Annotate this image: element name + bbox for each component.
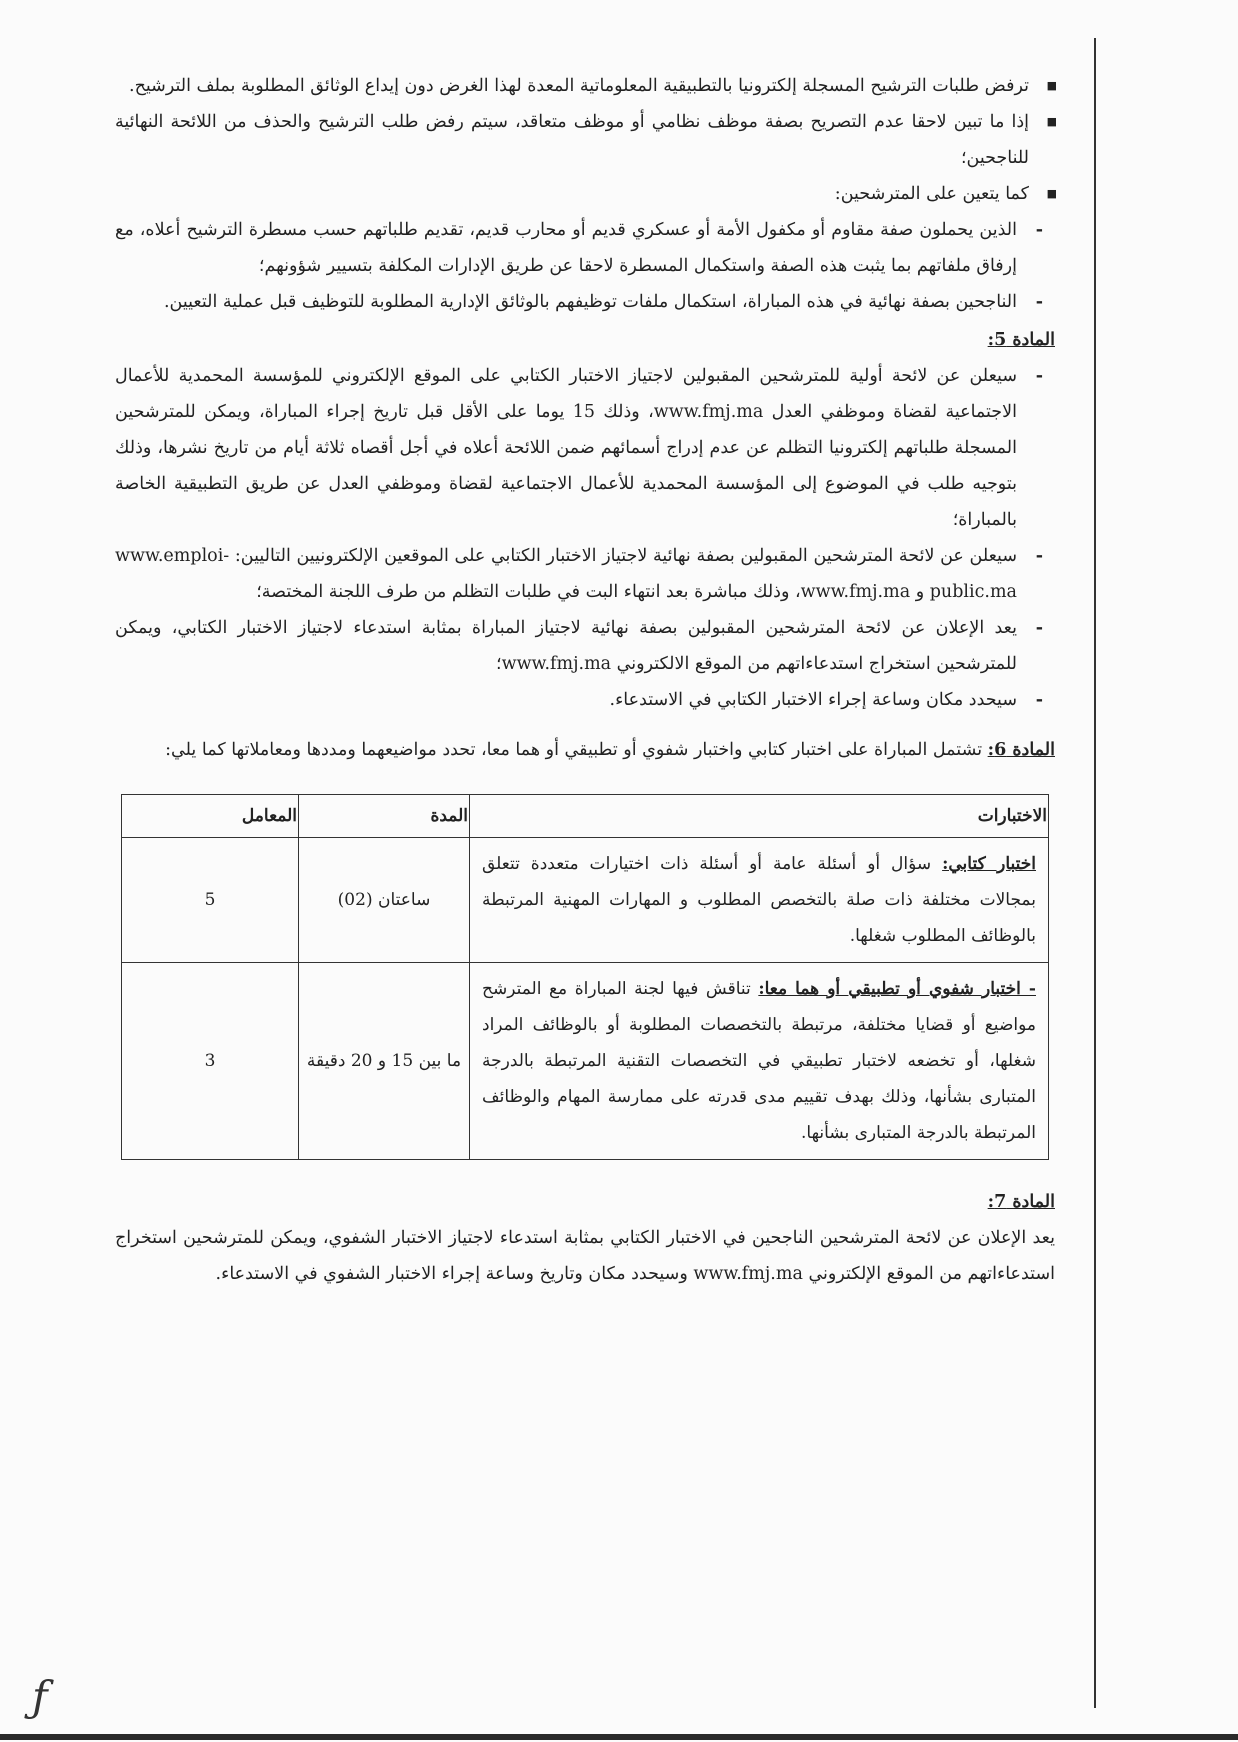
dash-item: - الذين يحملون صفة مقاوم أو مكفول الأمة أو عسكري قديم أو محارب قديم، تقديم طلباتهم حسب مسطرة الترشيح أعلاه، مع إرفاق ملفاتهم بما يثبت هذه الصفة واستكمال المسطرة لاحقا عن طريق الإدارات المكلفة بتسيير شؤونهم؛ — [115, 212, 1055, 284]
exam-text: سؤال أو أسئلة عامة أو أسئلة ذات اختيارات متعددة تتعلق بمجالات مختلفة ذات صلة بالتخصص المطلوب و المهارات المهنية المرتبطة بالوظائف المطلوب شغلها. — [482, 854, 1036, 946]
exam-coefficient: 5 — [122, 838, 299, 963]
exam-title: اختبار كتابي: — [942, 854, 1036, 874]
article-5-item: - سيحدد مكان وساعة إجراء الاختبار الكتابي في الاستدعاء. — [115, 682, 1055, 718]
signature-mark: ƒ — [32, 1672, 48, 1721]
bottom-border — [0, 1734, 1238, 1740]
document-page — [115, 68, 1055, 1292]
exam-description — [470, 963, 1049, 1160]
header-coefficient: المعامل — [122, 795, 299, 838]
article-7-heading: المادة 7: — [987, 1192, 1055, 1212]
header-duration: المدة — [299, 795, 470, 838]
article-6-paragraph — [115, 732, 1055, 768]
exam-description — [470, 838, 1049, 963]
table-row — [122, 838, 1049, 963]
article-5-heading: المادة 5: — [987, 330, 1055, 350]
article-5-item: - سيعلن عن لائحة أولية للمترشحين المقبولين لاجتياز الاختبار الكتابي على الموقع الإلكتروني للمؤسسة المحمدية للأعمال الاجتماعية لقضاة وموظفي العدل www.fmj.ma، وذلك 15 يوما على الأقل قبل تاريخ إجراء المباراة، ويمكن للمترشحين المسجلة طلباتهم إلكترونيا التظلم عن عدم إدراج أسمائهم ضمن اللائحة أعلاه في أجل أقصاه ثلاثة أيام من تاريخ نشرها، وذلك بتوجيه طلب في الموضوع إلى المؤسسة المحمدية للأعمال الاجتماعية لقضاة وموظفي العدل عن طريق التطبيقية الخاصة بالمباراة؛ — [115, 358, 1055, 538]
bullet-item: ■ إذا ما تبين لاحقا عدم التصريح بصفة موظف نظامي أو موظف متعاقد، سيتم رفض طلب الترشيح والحذف من اللائحة النهائية للناجحين؛ — [115, 104, 1055, 176]
article-5-item: - يعد الإعلان عن لائحة المترشحين المقبولين بصفة نهائية لاجتياز المباراة بمثابة استدعاء لاجتياز الاختبار الكتابي، ويمكن للمترشحين استخراج استدعاءاتهم من الموقع الالكتروني www.fmj.ma؛ — [115, 610, 1055, 682]
exams-table — [121, 794, 1049, 1160]
article-6-intro: تشتمل المباراة على اختبار كتابي واختبار شفوي أو تطبيقي أو هما معا، تحدد مواضيعهما ومددها ومعاملاتها كما يلي: — [165, 740, 983, 760]
exam-duration: ما بين 15 و 20 دقيقة — [299, 963, 470, 1160]
exam-coefficient: 3 — [122, 963, 299, 1160]
table-row — [122, 963, 1049, 1160]
article-5-item: - سيعلن عن لائحة المترشحين المقبولين بصفة نهائية لاجتياز الاختبار الكتابي على الموقعين الإلكترونيين التاليين: www.emploi-public.ma و www.fmj.ma، وذلك مباشرة بعد انتهاء البت في طلبات التظلم من طرف اللجنة المختصة؛ — [115, 538, 1055, 610]
table-header-row — [122, 795, 1049, 838]
header-exams: الاختبارات — [470, 795, 1049, 838]
article-6-heading: المادة 6: — [987, 740, 1055, 760]
article-7-text: يعد الإعلان عن لائحة المترشحين الناجحين في الاختبار الكتابي بمثابة استدعاء لاجتياز الاختبار الشفوي، ويمكن للمترشحين استخراج استدعاءاتهم من الموقع الإلكتروني www.fmj.ma وسيحدد مكان وتاريخ وساعة إجراء الاختبار الشفوي في الاستدعاء. — [115, 1228, 1055, 1284]
margin-line — [1094, 38, 1096, 1708]
exam-text: تناقش فيها لجنة المباراة مع المترشح مواضيع أو قضايا مختلفة، مرتبطة بالتخصصات المطلوبة أو بالوظائف المراد شغلها، أو تخضعه لاختبار تطبيقي في التخصصات التقنية المرتبطة بالدرجة المتبارى بشأنها، وذلك بهدف تقييم مدى قدرته على ممارسة المهام والوظائف المرتبطة بالدرجة المتبارى بشأنها. — [482, 979, 1036, 1143]
bullet-item: ■ ترفض طلبات الترشيح المسجلة إلكترونيا بالتطبيقية المعلوماتية المعدة لهذا الغرض دون إيداع الوثائق المطلوبة بملف الترشيح. — [115, 68, 1055, 104]
bullet-item: ■ كما يتعين على المترشحين: — [115, 176, 1055, 212]
dash-item: - الناجحين بصفة نهائية في هذه المباراة، استكمال ملفات توظيفهم بالوثائق الإدارية المطلوبة للتوظيف قبل عملية التعيين. — [115, 284, 1055, 320]
exam-duration: ساعتان (02) — [299, 838, 470, 963]
exam-title: - اختبار شفوي أو تطبيقي أو هما معا: — [758, 979, 1036, 999]
